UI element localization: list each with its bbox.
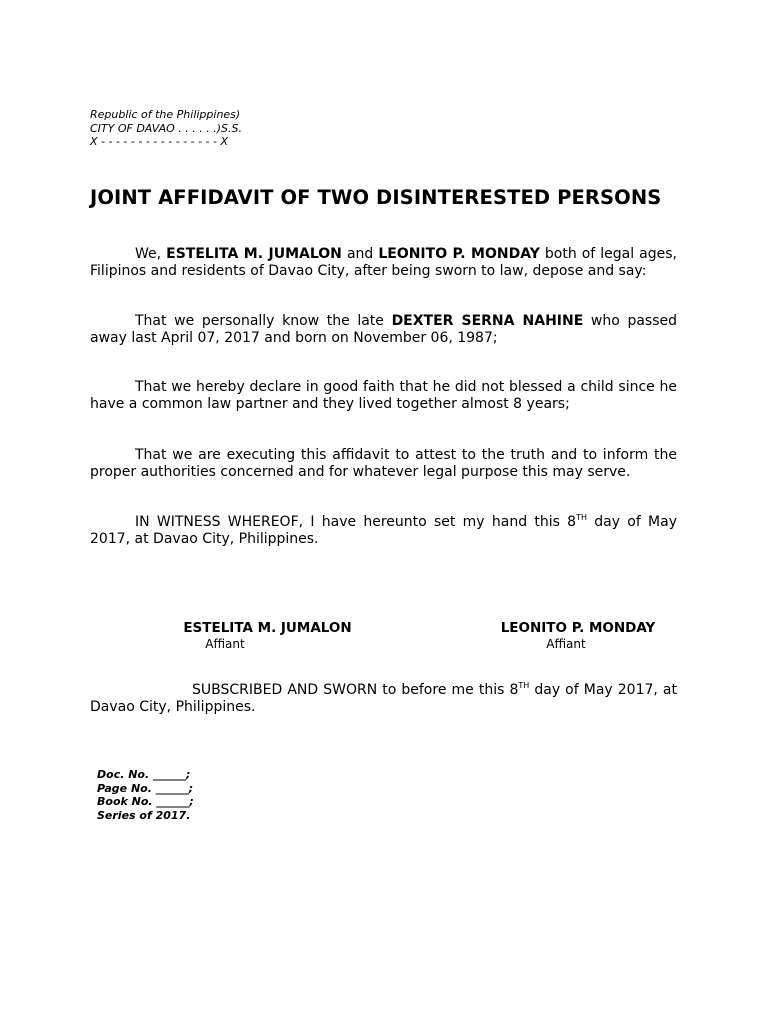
notarial-register	[97, 768, 194, 822]
notary-book-no: Book No. ______;	[97, 795, 194, 808]
document-title: JOINT AFFIDAVIT OF TWO DISINTERESTED PERSONS	[90, 186, 662, 209]
deceased-name: DEXTER SERNA NAHINE	[391, 313, 584, 329]
signatory-role-2: Affiant	[546, 637, 586, 651]
p1-text-c: both of legal ages, Filipinos and residents of Davao City, after being sworn to law, depose and say:	[90, 246, 677, 279]
notary-page-no: Page No. ______;	[97, 781, 194, 795]
signature-block-1	[180, 620, 355, 651]
signature-block-2	[497, 620, 659, 651]
affiant-name-1: ESTELITA M. JUMALON	[166, 246, 342, 262]
signatory-role-1: Affiant	[205, 637, 245, 651]
p5-text-a: IN WITNESS WHEREOF, I have hereunto set my hand this 8	[135, 514, 577, 530]
notary-doc-no: Doc. No. ______;	[97, 768, 191, 781]
venue-header	[90, 108, 242, 149]
header-separator: X - - - - - - - - - - - - - - - - X	[90, 135, 229, 148]
p5-text-b: day of May 2017, at Davao City, Philippines.	[90, 514, 677, 547]
p6-ordinal: TH	[518, 681, 530, 690]
paragraph-affiants	[90, 246, 677, 279]
p1-text-a: We,	[135, 246, 167, 262]
p6-text-a: SUBSCRIBED AND SWORN to before me this 8	[192, 682, 519, 698]
paragraph-witness	[90, 514, 677, 547]
p1-text-b: and	[341, 246, 379, 262]
p5-ordinal: TH	[576, 513, 587, 522]
p2-text-a: That we personally know the late	[135, 313, 392, 329]
p6-text-b: day of May 2017, at Davao City, Philippines.	[90, 682, 677, 715]
paragraph-deceased	[90, 313, 677, 346]
paragraph-jurat	[90, 682, 677, 715]
p2-text-b: who passed away last April 07, 2017 and born on November 06, 1987;	[90, 313, 678, 346]
header-city: CITY OF DAVAO . . . . . .)S.S.	[90, 121, 242, 135]
affiant-name-2: LEONITO P. MONDAY	[378, 246, 540, 262]
signatory-name-2: LEONITO P. MONDAY	[500, 620, 656, 636]
signatory-name-1: ESTELITA M. JUMALON	[183, 620, 352, 636]
notary-series: Series of 2017.	[97, 808, 191, 822]
paragraph-declaration: That we hereby declare in good faith that he did not blessed a child since he have a common law partner and they lived together almost 8 years;	[90, 379, 677, 412]
header-republic: Republic of the Philippines)	[90, 108, 241, 121]
paragraph-purpose: That we are executing this affidavit to attest to the truth and to inform the proper authorities concerned and for whatever legal purpose this may serve.	[90, 447, 677, 480]
